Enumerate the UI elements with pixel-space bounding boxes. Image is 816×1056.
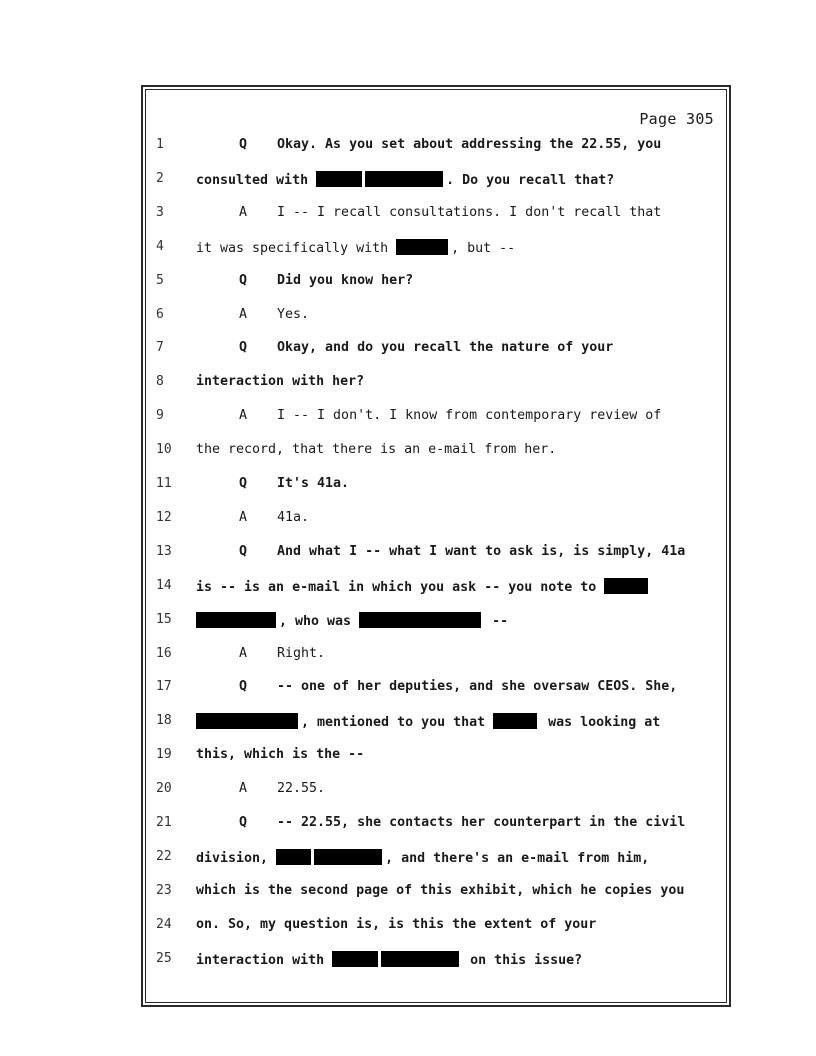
redaction-bar xyxy=(493,713,537,729)
line-text xyxy=(196,679,720,694)
transcript-line xyxy=(0,646,816,666)
text-segment: Did you know her? xyxy=(277,272,414,288)
line-text xyxy=(196,646,720,661)
line-text xyxy=(196,951,720,968)
text-segment: on. So, my question is, is this the extent of your xyxy=(196,916,597,932)
speaker-label: Q xyxy=(239,543,248,559)
line-number: 11 xyxy=(156,476,172,491)
text-segment: Okay, and do you recall the nature of your xyxy=(277,340,614,356)
line-text xyxy=(196,137,720,152)
line-number: 17 xyxy=(156,679,172,695)
transcript-line xyxy=(0,137,816,157)
line-text xyxy=(196,544,720,559)
line-number: 2 xyxy=(156,170,164,186)
speaker-label: Q xyxy=(239,137,248,152)
redaction-bar xyxy=(196,713,298,729)
transcript-line xyxy=(0,883,816,903)
speaker-label: A xyxy=(239,645,248,661)
redaction-bar xyxy=(396,239,448,255)
line-number: 19 xyxy=(156,747,172,763)
redaction-bar xyxy=(359,612,481,628)
transcript-line xyxy=(0,374,816,394)
text-segment: division, xyxy=(196,850,277,866)
line-text xyxy=(196,374,720,389)
line-number: 1 xyxy=(156,137,164,152)
transcript-line xyxy=(0,510,816,530)
line-text xyxy=(196,849,720,866)
text-segment: Right. xyxy=(277,645,326,661)
line-text xyxy=(196,781,720,796)
line-text xyxy=(196,340,720,355)
line-number: 25 xyxy=(156,950,172,966)
text-segment: interaction with her? xyxy=(196,374,365,390)
text-segment: is -- is an e-mail in which you ask -- you note to xyxy=(196,579,605,595)
redaction-bar xyxy=(604,578,648,594)
text-segment: -- one of her deputies, and she oversaw CEOS. She, xyxy=(277,679,678,695)
text-segment: , but -- xyxy=(451,240,516,256)
transcript-line xyxy=(0,612,816,632)
text-segment: 22.55. xyxy=(277,781,326,797)
speaker-label: Q xyxy=(239,340,248,356)
line-number: 16 xyxy=(156,645,172,661)
text-segment: , who was xyxy=(279,613,360,629)
line-number: 12 xyxy=(156,509,172,525)
speaker-label: Q xyxy=(239,272,248,288)
line-number: 6 xyxy=(156,306,164,322)
transcript-line xyxy=(0,578,816,598)
line-number: 15 xyxy=(156,611,172,627)
transcript-line xyxy=(0,679,816,699)
line-number: 13 xyxy=(156,543,172,559)
line-number: 4 xyxy=(156,238,164,254)
line-text xyxy=(196,171,720,188)
redaction-bar xyxy=(196,612,276,628)
page-number: Page 305 xyxy=(639,110,714,128)
transcript-line xyxy=(0,476,816,496)
speaker-label: A xyxy=(239,781,248,797)
text-segment: -- xyxy=(484,613,509,629)
text-segment: , and there's an e-mail from him, xyxy=(385,850,650,866)
redaction-bar xyxy=(314,849,382,865)
line-text xyxy=(196,476,720,491)
text-segment: which is the second page of this exhibit, which he copies you xyxy=(196,882,685,898)
line-text xyxy=(196,815,720,830)
line-number: 22 xyxy=(156,848,172,864)
line-number: 23 xyxy=(156,882,172,898)
speaker-label: Q xyxy=(239,679,248,695)
speaker-label: A xyxy=(239,204,248,220)
redaction-bar xyxy=(381,951,459,967)
line-number: 9 xyxy=(156,408,164,424)
line-number: 18 xyxy=(156,713,172,729)
line-text xyxy=(196,307,720,322)
line-text xyxy=(196,713,720,730)
transcript-line xyxy=(0,747,816,767)
line-number: 14 xyxy=(156,577,172,593)
line-text xyxy=(196,747,720,762)
redaction-bar xyxy=(276,849,311,865)
transcript-line xyxy=(0,849,816,869)
transcript-line xyxy=(0,205,816,225)
text-segment: this, which is the -- xyxy=(196,747,365,763)
text-segment: And what I -- what I want to ask is, is simply, 41a xyxy=(277,543,686,559)
text-segment: , mentioned to you that xyxy=(301,715,494,731)
line-text xyxy=(196,205,720,220)
line-number: 7 xyxy=(156,340,164,356)
text-segment: Yes. xyxy=(277,306,310,322)
line-text xyxy=(196,917,720,932)
transcript-line xyxy=(0,239,816,259)
text-segment: -- 22.55, she contacts her counterpart in the civil xyxy=(277,815,686,830)
text-segment: . Do you recall that? xyxy=(446,172,615,188)
transcript-line xyxy=(0,951,816,971)
text-segment: Okay. As you set about addressing the 22.55, you xyxy=(277,137,662,152)
line-number: 24 xyxy=(156,916,172,932)
text-segment: It's 41a. xyxy=(277,476,350,491)
text-segment: consulted with xyxy=(196,172,317,188)
speaker-label: A xyxy=(239,509,248,525)
redaction-bar xyxy=(365,171,443,187)
speaker-label: A xyxy=(239,306,248,322)
transcript-line xyxy=(0,442,816,462)
redaction-bar xyxy=(332,951,378,967)
text-segment: it was specifically with xyxy=(196,240,397,256)
line-number: 8 xyxy=(156,374,164,390)
text-segment: was looking at xyxy=(540,715,661,731)
transcript-line xyxy=(0,408,816,428)
text-segment: interaction with xyxy=(196,952,333,968)
line-number: 21 xyxy=(156,815,172,830)
transcript-line xyxy=(0,544,816,564)
transcript-line xyxy=(0,307,816,327)
text-segment: on this issue? xyxy=(462,952,583,968)
line-number: 3 xyxy=(156,204,164,220)
transcript-line xyxy=(0,273,816,293)
transcript-line xyxy=(0,815,816,835)
line-number: 20 xyxy=(156,781,172,797)
speaker-label: Q xyxy=(239,476,248,491)
redaction-bar xyxy=(316,171,362,187)
transcript-line xyxy=(0,781,816,801)
line-text xyxy=(196,442,720,457)
line-number: 5 xyxy=(156,272,164,288)
transcript-line xyxy=(0,713,816,733)
line-text xyxy=(196,612,720,629)
line-text xyxy=(196,510,720,525)
transcript-line xyxy=(0,171,816,191)
line-text xyxy=(196,273,720,288)
speaker-label: Q xyxy=(239,815,248,830)
line-text xyxy=(196,408,720,423)
transcript-line xyxy=(0,917,816,937)
transcript-line xyxy=(0,340,816,360)
line-number: 10 xyxy=(156,442,172,458)
line-text xyxy=(196,578,720,595)
text-segment: I -- I recall consultations. I don't recall that xyxy=(277,204,662,220)
text-segment: the record, that there is an e-mail from her. xyxy=(196,442,557,458)
line-text xyxy=(196,883,720,898)
speaker-label: A xyxy=(239,408,248,424)
text-segment: 41a. xyxy=(277,509,310,525)
text-segment: I -- I don't. I know from contemporary review of xyxy=(277,408,662,424)
line-text xyxy=(196,239,720,256)
